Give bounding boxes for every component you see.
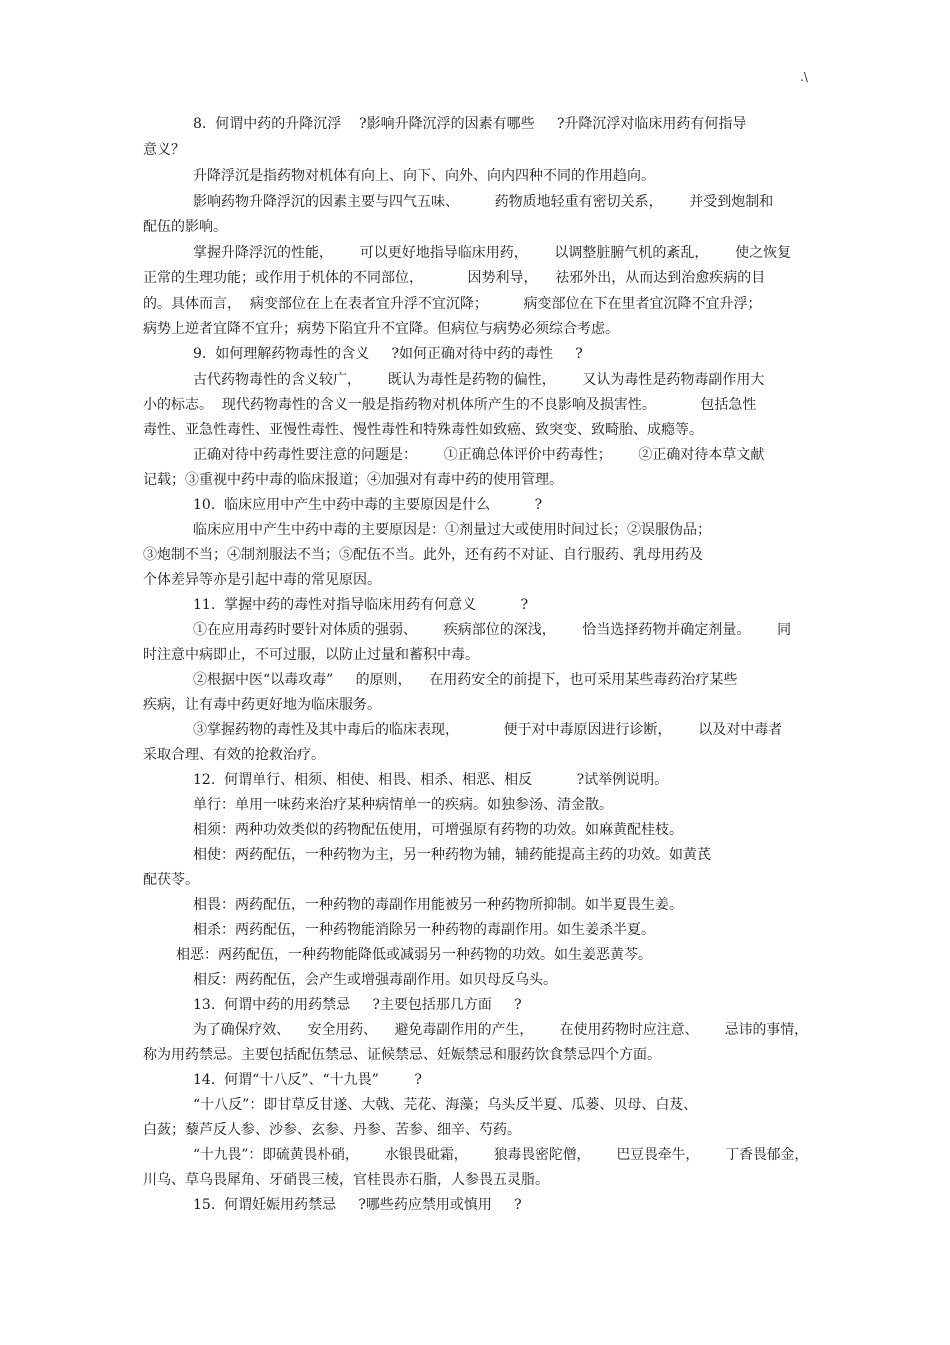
paragraph-line: 意义？	[143, 142, 185, 158]
question-12-heading: 12. 何谓单行、相须、相使、相畏、相杀、相恶、相反 ?试举例说明。	[193, 772, 669, 788]
question-14-heading: 14. 何谓“十八反”、“十九畏” ?	[193, 1072, 422, 1088]
paragraph-line: 配伍的影响。	[143, 219, 227, 235]
paragraph-line: 的。具体而言， 病变部位在上在表者宜升浮不宜沉降； 病变部位在下在里者宜沉降不宜升浮；	[143, 296, 762, 312]
paragraph-line: 毒性、亚急性毒性、亚慢性毒性、慢性毒性和特殊毒性如致癌、致突变、致畸胎、成瘾等。	[143, 422, 703, 438]
paragraph-line: 古代药物毒性的含义较广， 既认为毒性是药物的偏性， 又认为毒性是药物毒副作用大	[193, 372, 765, 388]
paragraph-line: 升降浮沉是指药物对机体有向上、向下、向外、向内四种不同的作用趋向。	[193, 168, 655, 184]
paragraph-line: ③掌握药物的毒性及其中毒后的临床表现， 便于对中毒原因进行诊断， 以及对中毒者	[193, 722, 783, 738]
paragraph-line: 正常的生理功能；或作用于机体的不同部位， 因势利导， 祛邪外出，从而达到治愈疾病的目	[143, 270, 766, 286]
paragraph-line: 采取合理、有效的抢救治疗。	[143, 747, 325, 763]
paragraph-line: 病势上逆者宜降不宜升；病势下陷宜升不宜降。但病位与病势必须综合考虑。	[143, 321, 619, 337]
paragraph-line: 相反：两药配伍，会产生或增强毒副作用。如贝母反乌头。	[193, 972, 557, 988]
paragraph-line: 白蔹；藜芦反人参、沙参、玄参、丹参、苦参、细辛、芍药。	[143, 1122, 521, 1138]
question-9-heading: 9. 如何理解药物毒性的含义 ?如何正确对待中药的毒性 ?	[193, 346, 583, 362]
paragraph-line: 相须：两种功效类似的药物配伍使用，可增强原有药物的功效。如麻黄配桂枝。	[193, 822, 683, 838]
paragraph-line: 相恶：两药配伍，一种药物能降低或减弱另一种药物的功效。如生姜恶黄芩。	[176, 947, 652, 963]
paragraph-line: 相畏：两药配伍，一种药物的毒副作用能被另一种药物所抑制。如半夏畏生姜。	[193, 897, 683, 913]
paragraph-line: 相使：两药配伍，一种药物为主，另一种药物为辅，辅药能提高主药的功效。如黄芪	[193, 847, 711, 863]
paragraph-line: ③炮制不当；④制剂服法不当；⑤配伍不当。此外，还有药不对证、自行服药、乳母用药及	[143, 547, 703, 563]
paragraph-line: 影响药物升降浮沉的因素主要与四气五味、 药物质地轻重有密切关系， 并受到炮制和	[193, 194, 774, 210]
paragraph-line: 相杀：两药配伍，一种药物能消除另一种药物的毒副作用。如生姜杀半夏。	[193, 922, 655, 938]
paragraph-line: 临床应用中产生中药中毒的主要原因是：①剂量过大或使用时间过长；②误服伪品；	[193, 522, 711, 538]
paragraph-line: 小的标志。 现代药物毒性的含义一般是指药物对机体所产生的不良影响及损害性。 包括急性	[143, 397, 757, 413]
question-8-heading: 8. 何谓中药的升降沉浮 ?影响升降沉浮的因素有哪些 ?升降沉浮对临床用药有何指导	[193, 116, 747, 132]
paragraph-line: 为了确保疗效、 安全用药、 避免毒副作用的产生， 在使用药物时应注意、 忌讳的事情，	[193, 1022, 808, 1038]
question-13-heading: 13. 何谓中药的用药禁忌 ?主要包括那几方面 ?	[193, 997, 522, 1013]
paragraph-line: “十八反”：即甘草反甘遂、大戟、芫花、海藻；乌头反半夏、瓜蒌、贝母、白芨、	[193, 1097, 698, 1113]
paragraph-line: 疾病，让有毒中药更好地为临床服务。	[143, 697, 381, 713]
paragraph-line: 正确对待中药毒性要注意的问题是： ①正确总体评价中药毒性； ②正确对待本草文献	[193, 447, 765, 463]
paragraph-line: “十九畏”：即硫黄畏朴硝， 水银畏砒霜， 狼毒畏密陀僧， 巴豆畏牵牛， 丁香畏郁金，	[193, 1147, 809, 1163]
paragraph-line: ②根据中医“以毒攻毒” 的原则， 在用药安全的前提下，也可采用某些毒药治疗某些	[193, 672, 738, 688]
paragraph-line: ①在应用毒药时要针对体质的强弱、 疾病部位的深浅， 恰当选择药物并确定剂量。 同	[193, 622, 792, 638]
page-marker: .\	[800, 70, 808, 84]
question-11-heading: 11. 掌握中药的毒性对指导临床用药有何意义 ?	[193, 597, 529, 613]
paragraph-line: 单行：单用一味药来治疗某种病情单一的疾病。如独参汤、清金散。	[193, 797, 613, 813]
question-10-heading: 10. 临床应用中产生中药中毒的主要原因是什么 ?	[193, 497, 543, 513]
question-15-heading: 15. 何谓妊娠用药禁忌 ?哪些药应禁用或慎用 ?	[193, 1197, 522, 1213]
paragraph-line: 个体差异等亦是引起中毒的常见原因。	[143, 572, 381, 588]
paragraph-line: 时注意中病即止，不可过服，以防止过量和蓄积中毒。	[143, 647, 479, 663]
paragraph-line: 川乌、草乌畏犀角、牙硝畏三棱，官桂畏赤石脂，人参畏五灵脂。	[143, 1172, 549, 1188]
paragraph-line: 记载；③重视中药中毒的临床报道；④加强对有毒中药的使用管理。	[143, 472, 563, 488]
paragraph-line: 配茯苓。	[143, 872, 199, 888]
paragraph-line: 掌握升降浮沉的性能， 可以更好地指导临床用药， 以调整脏腑气机的紊乱， 使之恢复	[193, 245, 792, 261]
paragraph-line: 称为用药禁忌。主要包括配伍禁忌、证候禁忌、妊娠禁忌和服药饮食禁忌四个方面。	[143, 1047, 661, 1063]
